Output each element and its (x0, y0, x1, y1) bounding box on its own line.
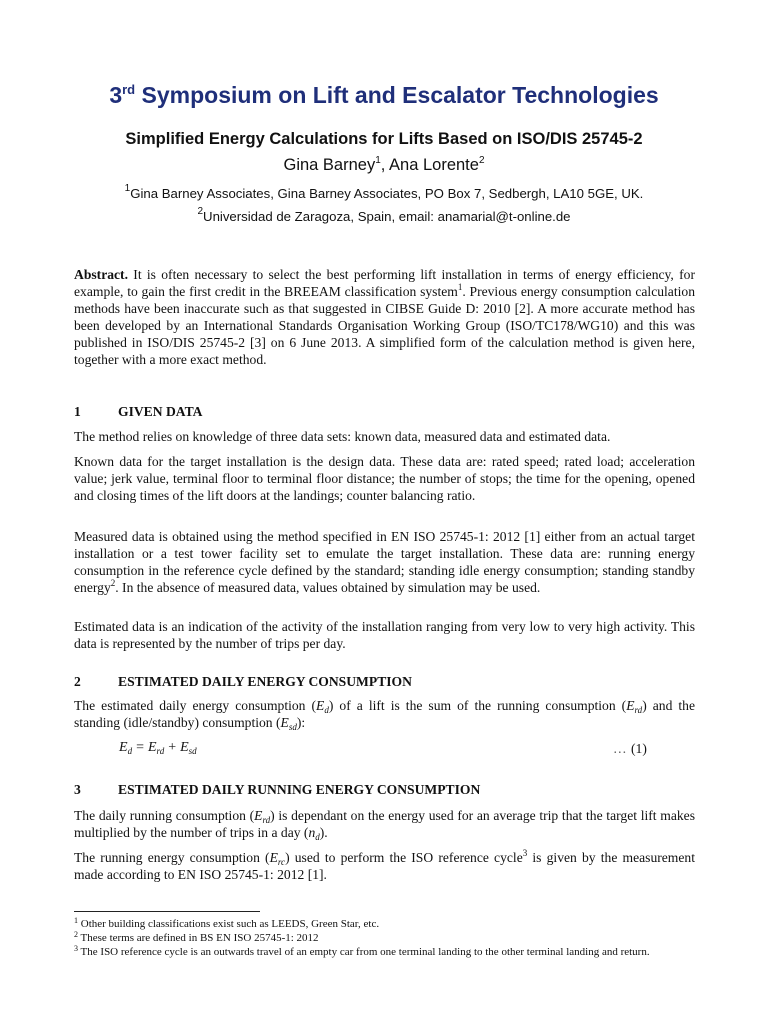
paragraph-text: . In the absence of measured data, values obtained by simulation may be used. (115, 580, 541, 595)
math-subscript: rd (262, 815, 271, 825)
footnotes (74, 917, 695, 959)
math-subscript: d (324, 705, 329, 715)
paper-title: Simplified Energy Calculations for Lifts Based on ISO/DIS 25745-2 (125, 130, 643, 148)
math-subscript: rc (277, 857, 286, 867)
paragraph-text: is given by the measurement made according to EN ISO 25745-1: 2012 [1]. (74, 850, 695, 882)
author-affil-mark: 2 (478, 155, 485, 166)
paragraph-text: ) of a lift is the sum of the running consumption ( (328, 698, 627, 713)
symposium-title (0, 82, 768, 109)
paragraph: The method relies on knowledge of three data sets: known data, measured data and estimated data. (74, 429, 611, 444)
math-subscript: rd (156, 746, 165, 756)
section-number: 3 (74, 782, 81, 797)
footnote (74, 931, 695, 945)
paragraph-text: ) and the standing (idle/standby) consumption ( (74, 698, 696, 730)
paragraph (74, 528, 695, 596)
math-operator: = (136, 740, 144, 755)
equation-leader: … (613, 741, 628, 756)
abstract-text: . Previous energy consumption calculation methods have been inaccurate such as that suggested in CIBSE Guide D: 2010 [2]. A more accurate method has been developed by an International Standards Organisation Working Group (ISO/TC178/WG10) and this was published in ISO/DIS 25745-2 [3] on 6 June 2013. A simplified form of the calculation method is given here, together with a more exact method. (74, 284, 695, 367)
math-variable: n (308, 825, 316, 840)
section-number: 2 (74, 674, 81, 689)
math-subscript: d (127, 746, 133, 756)
author-affil-mark: 1 (375, 155, 381, 166)
footnote-mark: 3 (74, 944, 78, 953)
abstract-text: It is often necessary to select the best performing lift installation in terms of energy efficiency, for example, to gain the first credit in the BREEAM classification system (74, 267, 695, 299)
symposium-ordinal: 3 (109, 82, 123, 108)
footnote-text: The ISO reference cycle is an outwards travel of an empty car from one terminal landing to the other terminal landing and return. (78, 946, 650, 958)
affiliation-text: Gina Barney Associates, Gina Barney Associates, PO Box 7, Sedbergh, LA10 5GE, UK. (130, 186, 644, 201)
math-subscript: sd (188, 746, 197, 756)
equation-number-text: (1) (631, 741, 647, 756)
author-separator: , (380, 156, 390, 174)
section-title: ESTIMATED DAILY RUNNING ENERGY CONSUMPTION (118, 782, 481, 797)
math-variable: E (280, 715, 289, 730)
math-operator: + (168, 740, 177, 755)
paper-authors (0, 155, 768, 175)
paragraph-text: The daily running consumption ( (74, 808, 255, 823)
math-variable: E (626, 698, 635, 713)
footnote-mark: 2 (74, 930, 78, 939)
math-variable: E (254, 808, 263, 823)
section-heading (74, 404, 202, 420)
paragraph-text: The running energy consumption ( (74, 850, 270, 865)
paragraph-text: ) is dependant on the energy used for an average trip that the target lift makes multiplied by the number of trips in a day ( (74, 808, 695, 840)
paragraph-text: ): (296, 715, 306, 730)
footnote-mark: 1 (457, 282, 463, 292)
paragraph-text: Measured data is obtained using the method specified in EN ISO 25745-1: 2012 [1] either from an actual target installation or a test tower facility set to emulate the target installation. These data are: running energy consumption in the reference cycle defined by the standard; standing idle energy consumption; standing standby energy (74, 529, 695, 595)
author-name: Ana Lorente (389, 156, 479, 174)
footnote (74, 945, 695, 959)
footnote-mark: 2 (110, 578, 116, 588)
equation-number (613, 741, 647, 757)
paragraph (74, 849, 695, 883)
affiliation (0, 183, 768, 201)
paragraph-text: ). (319, 825, 328, 840)
affiliation-mark: 2 (197, 206, 204, 217)
math-variable: E (269, 850, 278, 865)
paragraph-text: The estimated daily energy consumption ( (74, 698, 317, 713)
affiliation-mark: 1 (124, 183, 131, 194)
paragraph (74, 807, 695, 841)
abstract (74, 266, 695, 368)
abstract-label: Abstract. (74, 267, 128, 282)
symposium-ordinal-suffix: rd (122, 82, 136, 97)
section-title: GIVEN DATA (118, 404, 203, 419)
math-subscript: d (315, 832, 320, 842)
section-title: ESTIMATED DAILY ENERGY CONSUMPTION (118, 674, 412, 689)
math-variable: E (316, 698, 325, 713)
section-heading (74, 674, 412, 690)
math-subscript: sd (288, 722, 297, 732)
symposium-title-text: Symposium on Lift and Escalator Technologies (141, 82, 659, 108)
paragraph (74, 697, 695, 731)
math-variable: E (147, 740, 157, 755)
footnote-text: These terms are defined in BS EN ISO 25745-1: 2012 (78, 932, 319, 944)
equation (119, 740, 197, 756)
footnote-mark: 1 (74, 916, 78, 925)
footnote (74, 917, 695, 931)
math-variable: E (180, 740, 189, 755)
footnote-text: Other building classifications exist such as LEEDS, Green Star, etc. (78, 918, 380, 930)
footnote-mark: 3 (522, 848, 528, 858)
paragraph: Known data for the target installation is the design data. These data are: rated speed; rated load; acceleration value; jerk value, terminal floor to terminal floor distance; the number of stops; the time for the opening, opened and closing times of the lift doors at the landings; counter balancing ratio. (74, 454, 695, 503)
math-variable: E (119, 740, 128, 755)
affiliation-text: Universidad de Zaragoza, Spain, email: anamarial@t-online.de (203, 209, 571, 224)
paragraph: Estimated data is an indication of the activity of the installation ranging from very low to very high activity. This data is represented by the number of trips per day. (74, 619, 695, 651)
author-name: Gina Barney (283, 156, 376, 174)
affiliation (0, 206, 768, 224)
footnote-divider (74, 911, 260, 912)
section-heading (74, 782, 480, 798)
paragraph-text: ) used to perform the ISO reference cycle (285, 850, 523, 865)
math-subscript: rd (634, 705, 643, 715)
section-number: 1 (74, 404, 81, 419)
